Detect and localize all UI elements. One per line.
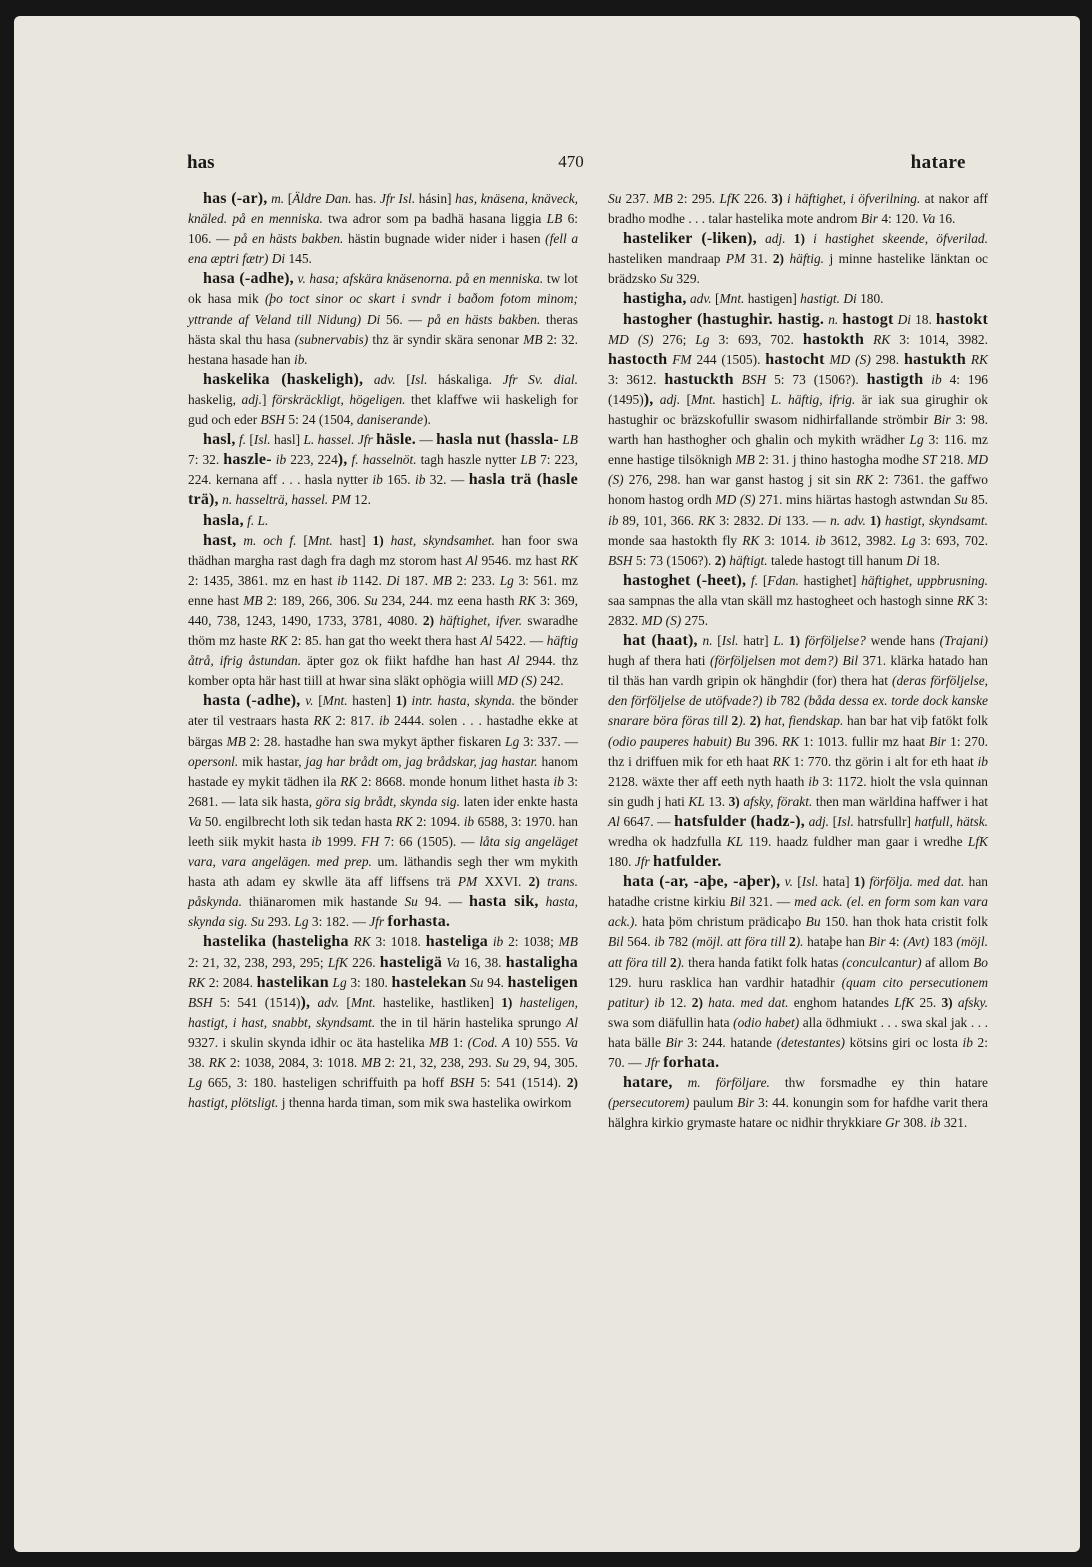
right-column [608, 189, 988, 1133]
dictionary-entry: hastigha, adv. [Mnt. hastigen] hastigt. Di 180. [623, 290, 884, 308]
dictionary-entry: hata (-ar, -aþe, -aþer), v. [Isl. hata] 1) förfölja. med dat. han hatadhe cristne kirkiu Bil 321. — med ack. (el. en form som kan vara ack.). hata þöm christum prädicaþo Bu 150. han thok hata cristit folk Bil 564. ib 782 (möjl. att föra till 2). hataþe han Bir 4: (Avt) 183 (möjl. att föra till 2). thera handa fatikt folk hatas (conculcantur) af allom Bo 129. huru rasklica han vardhir hatadhir (quam cito persecutionem patitur) ib 12. 2) hata. med dat. enghom hatandes LfK 25. 3) afsky. swa som diäfullin hata (odio habet) alla ödhmiukt . . . swa skal jak . . . hata bälle Bir 3: 244. hatande (detestantes) kötsins giri oc losta ib 2: 70. — Jfr forhata. [608, 873, 989, 1072]
dictionary-entry: hasteliker (-liken), adj. 1) i hastighet skeende, öfverilad. hasteliken mandraap PM 31. 2) häftig. j minne hastelike länktan oc brädzsko Su 329. [608, 230, 988, 287]
page-header [14, 152, 1080, 182]
dictionary-entry: has (-ar), m. [Äldre Dan. has. Jfr Isl. hásin] has, knäsena, knäveck, knäled. på en menniska. twa adror som pa badhä hasana liggia LB 6: 106. — på en hästs bakben. hästin bugnade wider nider i hasen (fell a ena æptri fætr) Di 145. [188, 190, 579, 267]
dictionary-entry: hatare, m. förföljare. thw forsmadhe ey thin hatare (persecutorem) paulum Bir 3: 44. konungin som for hafdhe varit thera hälghra kirkio grymaste hatare oc nidhir thrykkiare Gr 308. ib 321. [608, 1074, 988, 1131]
dictionary-entry: hat (haat), n. [Isl. hatr] L. 1) förföljelse? wende hans (Trajani) hugh af thera hati (förföljelsen mot dem?) Bil 371. klärka hatado han til thäs han vardh gripin ok hänghdir (for) thera hat (deras förföljelse, den förföljelse de utöfvade?) ib 782 (båda dessa ex. torde dock kanske snarare böra föras till 2). 2) hat, fiendskap. han bar hat viþ fatökt folk (odio pauperes habuit) Bu 396. RK 1: 1013. fullir mz haat Bir 1: 270. thz i driffuen mik for eth haat RK 1: 770. thz görin i alt for eth haat ib 2128. wäxte ther aff eeth nyth haath ib 3: 1172. hiolt the vsla quinnan sin gudh j hati KL 13. 3) afsky, förakt. then man wärldina haffwer i hat Al 6647. — hatsfulder (hadz-), adj. [Isl. hatrsfullr] hatfull, hätsk. wredha ok hadzfulla KL 119. haadz fuldher man gaar i wredhe LfK 180. Jfr hatfulder. [608, 632, 989, 871]
dictionary-entry: hastoghet (-heet), f. [Fdan. hastighet] häftighet, uppbrusning. saa sampnas the alla vtan skäll mz hastogheet och hastogh sinne RK 3: 2832. MD (S) 275. [608, 571, 989, 628]
dictionary-entry: hasa (-adhe), v. hasa; afskära knäsenorna. på en menniska. tw lot ok hasa mik (þo toct sinor oc skart i svndr i baðom fotom minom; yttrande af Veland till Nidung) Di 56. — på en hästs bakben. theras hästa skal thu hasa (subnervabis) thz är syndir skära senonar MB 2: 32. hestana hasade han ib. [188, 270, 579, 367]
dictionary-entry: Su 237. MB 2: 295. LfK 226. 3) i häftighet, i öfverilning. at nakor aff bradho modhe . . . talar hastelika mote androm Bir 4: 120. Va 16. [608, 191, 988, 227]
dictionary-entry: hastelika (hasteligha RK 3: 1018. hasteliga ib 2: 1038; MB 2: 21, 32, 238, 293, 295; LfK 226. hasteligä Va 16, 38. hastaligha RK 2: 2084. hastelikan Lg 3: 180. hastelekan Su 94. hasteligen BSH 5: 541 (1514)), adv. [Mnt. hastelike, hastliken] 1) hasteligen, hastigt, i hast, snabbt, skyndsamt. the in til härin hastelika sprungo Al 9327. i skulin skynda idhir oc äta hastelika MB 1: (Cod. A 10) 555. Va 38. RK 2: 1038, 2084, 3: 1018. MB 2: 21, 32, 238, 293. Su 29, 94, 305. Lg 665, 3: 180. hasteligen schriffuith pa hoff BSH 5: 541 (1514). 2) hastigt, plötsligt. j thenna harda timan, som mik swa hastelika owirkom [188, 933, 579, 1111]
dictionary-entry: hasta (-adhe), v. [Mnt. hasten] 1) intr. hasta, skynda. the bönder ater til vestraars hasta RK 2: 817. ib 2444. solen . . . hastadhe ekke at bärgas MB 2: 28. hastadhe han swa mykyt äpther fiskaren Lg 3: 337. — opersonl. mik hastar, jag har brådt om, jag brådskar, jag hastar. hanom hastade ey mykit tädhen ila RK 2: 8668. monde honum lithet hasta ib 3: 2681. — lata sik hasta, göra sig brådt, skynda sig. laten ider enkte hasta Va 50. engilbrecht loth sik tedan hasta RK 2: 1094. ib 6588, 3: 1970. han leeth siik mykit hasta ib 1999. FH 7: 66 (1505). — låta sig angeläget vara, vara angelägen. med prep. um. läthandis segh ther wm mykith hasta ath adam ey skwlle äta aff liffsens trä PM XXVI. 2) trans. påskynda. thiänaromen mik hastande Su 94. — hasta sik, hasta, skynda sig. Su 293. Lg 3: 182. — Jfr forhasta. [188, 692, 579, 931]
page-number: 470 [558, 152, 584, 171]
dictionary-entry: hastogher (hastughir. hastig. n. hastogt Di 18. hastokt MD (S) 276; Lg 3: 693, 702. hastokth RK 3: 1014, 3982. hastocth FM 244 (1505). hastocht MD (S) 298. hastukth RK 3: 3612. hastuckth BSH 5: 73 (1506?). hastigth ib 4: 196 (1495)), adj. [Mnt. hastich] L. häftig, ifrig. är iak sua girughir ok hastughir oc bräzskofullir swasom nidhirfallande strömbir Bir 3: 98. warth han hasthogher och ghalin och mykith wrädher Lg 3: 116. mz enne hastige tilsöknigh MB 2: 31. j thino hastogha modhe ST 218. MD (S) 276, 298. han war ganst hastog j sit sin RK 2: 7361. the gaffwo honom hastog ordh MD (S) 271. mins hiärtas hastogh astwndan Su 85. ib 89, 101, 366. RK 3: 2832. Di 133. — n. adv. 1) hastigt, skyndsamt. monde saa hastokth fly RK 3: 1014. ib 3612, 3982. Lg 3: 693, 702. BSH 5: 73 (1506?). 2) häftigt. talede hastogt till hanum Di 18. [608, 310, 989, 568]
dictionary-page [14, 16, 1080, 1552]
header-left-guideword: has [187, 152, 215, 173]
left-column [188, 189, 578, 1113]
dictionary-entry: haskelika (haskeligh), adv. [Isl. háskaliga. Jfr Sv. dial. haskelig, adj.] förskräckligt, högeligen. thet klaffwe wii haskeligh for gud och eder BSH 5: 24 (1504, daniserande). [188, 370, 579, 428]
dictionary-entry: hast, m. och f. [Mnt. hast] 1) hast, skyndsamhet. han foor swa thädhan margha rast dagh fra dagh mz storom hast Al 9546. mz hast RK 2: 1435, 3861. mz en hast ib 1142. Di 187. MB 2: 233. Lg 3: 561. mz enne hast MB 2: 189, 266, 306. Su 234, 244. mz eena hasth RK 3: 369, 440, 738, 1243, 1490, 1733, 3781, 4080. 2) häftighet, ifver. swaradhe thöm mz haste RK 2: 85. han gat tho weekt thera hast Al 5422. — häftig åtrå, ifrig åstundan. äpter goz ok fiikt hafdhe han hast Al 2944. thz komber opta här hast tiill at hwar sina släkt ophögia wiill MD (S) 242. [188, 531, 579, 689]
dictionary-entry: hasla, f. L. [203, 511, 269, 529]
dictionary-entry: hasl, f. [Isl. hasl] L. hassel. Jfr häsle. — hasla nut (hassla- LB 7: 32. haszle- ib 223, 224), f. hasselnöt. tagh haszle nytter LB 7: 223, 224. kernana aff . . . hasla nytter ib 165. ib 32. — hasla trä (hasle trä), n. hasselträ, hassel. PM 12. [188, 431, 578, 509]
header-right-guideword: hatare [910, 152, 966, 173]
